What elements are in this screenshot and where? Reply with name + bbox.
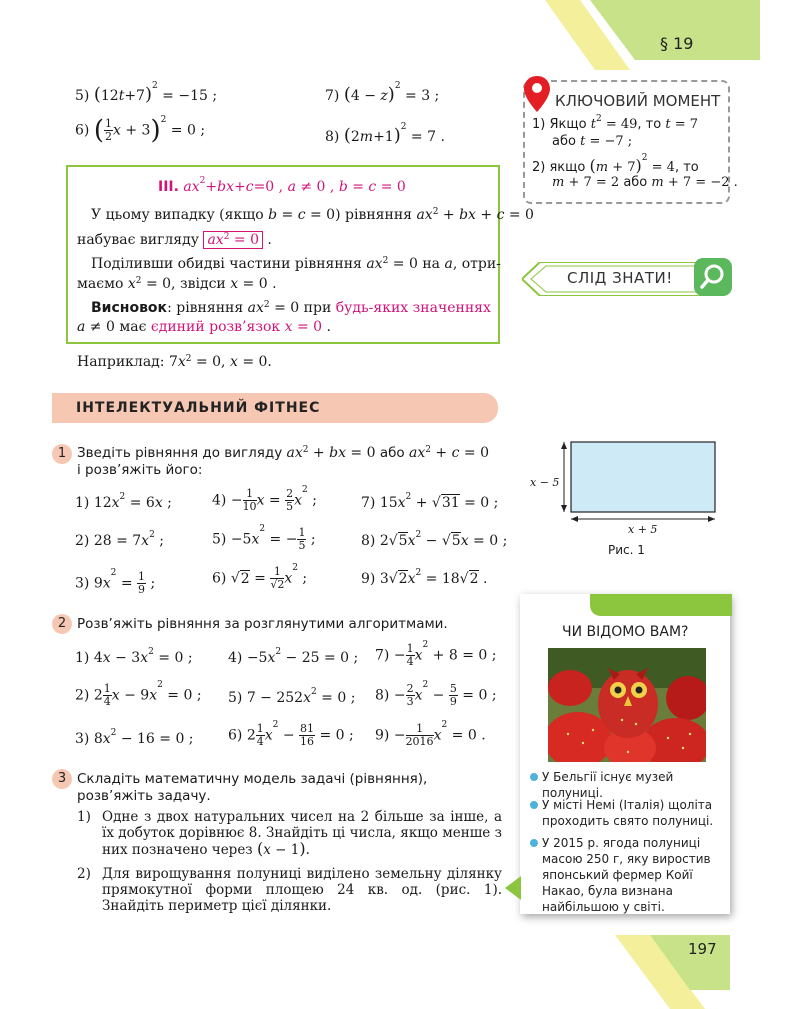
t1-eq6: 6) √2 = $\frac{1}{√2}$ $x^2$ ; bbox=[212, 563, 308, 591]
t1-eq1: 1) $12x^2 = 6x$ ; bbox=[75, 492, 172, 511]
t2-eq6: 6) 2 $\frac{1}{4}$ $x^2$ − $\frac{81}{16}$ = 0 ; bbox=[228, 720, 354, 748]
fact-3: У 2015 р. ягода полуниці масою 250 г, яку виростив японський фермер Койї Накао, була визнана найбільшою у світі. bbox=[542, 836, 711, 914]
t2-eq8: 8) − $\frac{2}{3}$ $x^2$ − $\frac{5}{9}$ = 0 ; bbox=[375, 680, 497, 708]
figure-left-label: x − 5 bbox=[530, 476, 560, 489]
task-3-number: 3 bbox=[52, 769, 72, 789]
fact-2: У місті Немі (Італія) щоліта проходить свято полуниці. bbox=[542, 798, 714, 828]
task-2-text: Розв’яжіть рівняння за розглянутими алгоритмами. bbox=[77, 616, 448, 632]
t2-eq5: 5) $7 - 252x^2 = 0$ ; bbox=[228, 687, 356, 706]
t2-eq7: 7) − $\frac{1}{4}$ $x^2 + 8 = 0$ ; bbox=[375, 640, 497, 668]
know-banner-label: СЛІД ЗНАТИ! bbox=[567, 269, 673, 287]
task-3-sub-2-num: 2) bbox=[77, 866, 91, 882]
fact-1: У Бельгії існує музей полуниці. bbox=[542, 770, 674, 800]
case-3-para-1b: набуває вигляду $ax^2 = 0$ . bbox=[77, 232, 272, 248]
case-3-para-1: У цьому випадку (якщо b = c = 0) рівняння $ax^2$ + bx + c = 0 bbox=[91, 207, 534, 223]
fitness-title: ІНТЕЛЕКТУАЛЬНИЙ ФІТНЕС bbox=[76, 400, 321, 416]
t2-eq4: $4) -5x^2 - 25 = 0$ ; bbox=[228, 647, 359, 666]
fact-bullet-2 bbox=[530, 801, 538, 809]
t1-eq5: $5) -5x^2$ = − $\frac{1}{5}$ ; bbox=[212, 524, 316, 552]
task-1-text-b: і розв’яжіть його: bbox=[77, 462, 203, 478]
t1-eq8: 8) $2√5x^2 - √5x = 0$ ; bbox=[361, 530, 508, 549]
task-2-number: 2 bbox=[52, 614, 72, 634]
figure-caption: Рис. 1 bbox=[608, 543, 645, 557]
t2-eq2: 2) 2 $\frac{1}{4}$ $x - 9x^2 = 0$ ; bbox=[75, 680, 202, 708]
fact-bullet-3 bbox=[530, 839, 538, 847]
key-moment-title: КЛЮЧОВИЙ МОМЕНТ bbox=[555, 92, 721, 110]
equation-8: 8) $(2m+1)^2 = 7$ . bbox=[325, 122, 445, 146]
figure-bottom-label: x + 5 bbox=[628, 523, 658, 536]
location-pin-icon bbox=[522, 74, 552, 114]
task-3-text: Складіть математичну модель задачі (рівняння), розв’яжіть задачу. bbox=[77, 771, 428, 804]
key-moment-line-2b: m + 7 = 2 або m + 7 = −2 . bbox=[552, 175, 738, 190]
task-3-sub-2: Для вирощування полуниці виділено земельну ділянку прямокутної форми площею 24 кв. од. (рис. 1). Знайдіть периметр цієї ділянки. bbox=[102, 866, 502, 914]
did-you-know-title: ЧИ ВІДОМО ВАМ? bbox=[562, 624, 689, 640]
t1-eq9: 9) $3√2x^2 = 18√2$ . bbox=[361, 568, 488, 587]
task-3-sub-1: Одне з двох натуральних чисел на 2 більше за інше, а їх добуток дорівнює 8. Знайдіть ці числа, якщо менше з них позначено через (x − 1). bbox=[102, 809, 502, 858]
card-pointer bbox=[505, 876, 521, 900]
highlight-box: $ax^2 = 0$ bbox=[203, 231, 263, 249]
t1-eq7: 7) $15x^2 + √31 = 0$ ; bbox=[361, 492, 499, 511]
example-line: Наприклад: $7x^2 = 0$, x = 0. bbox=[77, 354, 272, 370]
t1-eq2: 2) $28 = 7x^2$ ; bbox=[75, 530, 164, 549]
magnifier-icon bbox=[694, 258, 732, 296]
t2-eq1: 1) $4x - 3x^2 = 0$ ; bbox=[75, 647, 193, 666]
task-1-number: 1 bbox=[52, 444, 72, 464]
case-3-conclusion: Висновок: рівняння $ax^2 = 0$ при будь-яких значеннях bbox=[91, 300, 491, 316]
case-3-para-2: Поділивши обидві частини рівняння $ax^2 = 0$ на a, отри- bbox=[91, 256, 501, 272]
strawberry-owl-image bbox=[548, 648, 706, 762]
case-3-conclusion-b: a ≠ 0 має єдиний розв’язок x = 0 . bbox=[77, 319, 331, 335]
equation-7: 7) $(4 - z)^2 = 3$ ; bbox=[325, 81, 440, 105]
case-3-para-2b: маємо $x^2 = 0$, звідси x = 0 . bbox=[77, 276, 277, 292]
t1-eq3: 3) $9x^2$ = $\frac{1}{9}$ ; bbox=[75, 568, 156, 596]
fact-bullet-1 bbox=[530, 773, 538, 781]
t2-eq9: 9) − $\frac{1}{2016}$ $x^2 = 0$ . bbox=[375, 720, 486, 748]
t2-eq3: 3) $8x^2 - 16 = 0$ ; bbox=[75, 728, 194, 747]
equation-6: 6) ( $\frac{1}{2}$ x + 3)$^2$ = 0 ; bbox=[75, 115, 206, 146]
key-moment-line-1b: або t = −7 ; bbox=[552, 134, 633, 149]
case-3-heading: III. $ax^2+bx+c=0$ , a ≠ 0 , b = c = 0 bbox=[158, 176, 406, 195]
task-1-text: Зведіть рівняння до вигляду $ax^2$ + bx = 0 або $ax^2 + c = 0$ bbox=[77, 445, 489, 461]
section-number: § 19 bbox=[660, 34, 694, 53]
key-moment-line-1: 1) Якщо $t^2 = 49$, то t = 7 bbox=[532, 114, 698, 132]
did-you-know-tab bbox=[520, 594, 732, 616]
task-3-sub-1-num: 1) bbox=[77, 809, 91, 825]
key-moment-line-2: 2) якщо $(m + 7)^2 = 4$, то bbox=[532, 153, 699, 175]
equation-5: 5) $(12t+7)^2 = -15$ ; bbox=[75, 81, 218, 105]
page-number: 197 bbox=[688, 940, 717, 958]
t1-eq4: 4) − $\frac{1}{10}$ x = $\frac{2}{5}$ $x^2$ ; bbox=[212, 485, 317, 513]
